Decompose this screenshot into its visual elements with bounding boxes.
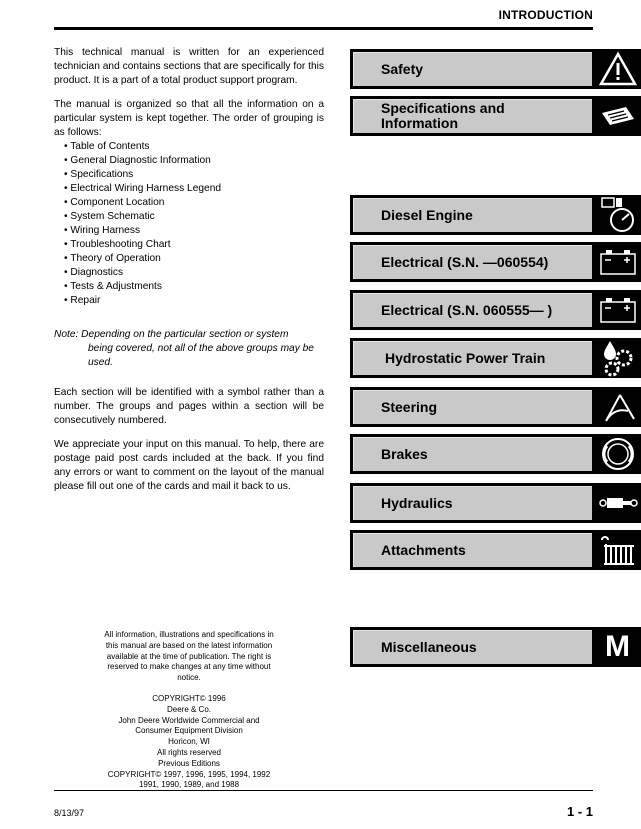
tab-attachments[interactable] bbox=[350, 530, 641, 570]
tab-hydrostatic[interactable] bbox=[350, 338, 641, 378]
page-number: 1 - 1 bbox=[566, 804, 593, 819]
copyright-line: Deere & Co. bbox=[166, 704, 212, 714]
list-item: • General Diagnostic Information bbox=[64, 154, 324, 168]
hydraulic-cylinder-icon bbox=[594, 483, 641, 523]
tab-diesel-engine[interactable] bbox=[350, 195, 641, 235]
battery-icon bbox=[594, 290, 641, 330]
misc-icon-letter: M bbox=[605, 630, 630, 663]
list-item: • Theory of Operation bbox=[64, 252, 324, 266]
steering-icon bbox=[594, 387, 641, 427]
tab-brakes[interactable] bbox=[350, 434, 641, 474]
tab-electrical-2[interactable] bbox=[350, 290, 641, 330]
list-item: • Table of Contents bbox=[64, 140, 324, 154]
copyright-line: John Deere Worldwide Commercial and bbox=[118, 715, 260, 725]
attachments-icon bbox=[594, 530, 641, 570]
disclaimer-text: All information, illustrations and specifications in this manual are based on the latest information available at the time of publication. The right is reserved to make changes at any time without notice. bbox=[104, 630, 274, 683]
copyright-line: 1991, 1990, 1989, and 1988 bbox=[138, 780, 240, 790]
intro-paragraph-2: The manual is organized so that all the information on a particular system is kept together. The order of grouping is as follows: bbox=[54, 99, 324, 138]
document-icon bbox=[594, 96, 641, 136]
copyright-line: COPYRIGHT© 1997, 1996, 1995, 1994, 1992 bbox=[107, 769, 271, 779]
tab-label: Miscellaneous bbox=[381, 638, 477, 655]
gears-icon bbox=[594, 338, 641, 378]
tab-electrical-1[interactable] bbox=[350, 242, 641, 282]
list-item: • Tests & Adjustments bbox=[64, 280, 324, 294]
copyright-line: Consumer Equipment Division bbox=[135, 726, 243, 736]
list-item: • Wiring Harness bbox=[64, 224, 324, 238]
tab-label: Safety bbox=[381, 60, 424, 77]
tab-label: Electrical (S.N. —060554) bbox=[381, 253, 549, 270]
warning-icon bbox=[594, 49, 641, 89]
list-item: • Troubleshooting Chart bbox=[64, 238, 324, 252]
footer-date: 8/13/97 bbox=[54, 808, 85, 818]
list-item: • Repair bbox=[64, 294, 324, 308]
intro-paragraph-4: We appreciate your input on this manual. To help, there are postage paid post cards included at the back. If you find any errors or want to comment on the layout of the manual please fill out one of the cards and mail it back to us. bbox=[54, 439, 324, 492]
list-item: • Component Location bbox=[64, 196, 324, 210]
tab-label: Specifications and Information bbox=[381, 100, 505, 131]
tab-hydraulics[interactable] bbox=[350, 483, 641, 523]
tab-label: Steering bbox=[381, 398, 438, 415]
tab-label: Brakes bbox=[381, 445, 428, 462]
tab-label: Diesel Engine bbox=[381, 206, 473, 223]
note-lead: Note: Depending on the particular section or system bbox=[54, 329, 289, 340]
list-item: • System Schematic bbox=[64, 210, 324, 224]
tab-specifications[interactable] bbox=[350, 96, 641, 136]
note-body: being covered, not all of the above groups may be used. bbox=[88, 343, 314, 368]
list-item: • Specifications bbox=[64, 168, 324, 182]
tab-miscellaneous[interactable] bbox=[350, 627, 641, 667]
intro-column bbox=[54, 46, 324, 504]
tab-label: Hydrostatic Power Train bbox=[385, 349, 546, 366]
footer-rule bbox=[54, 790, 593, 791]
tab-safety[interactable] bbox=[350, 49, 641, 89]
list-item: • Diagnostics bbox=[64, 266, 324, 280]
copyright-line: COPYRIGHT© 1996 bbox=[152, 694, 226, 703]
tab-steering[interactable] bbox=[350, 387, 641, 427]
note bbox=[54, 328, 324, 370]
battery-icon bbox=[594, 242, 641, 282]
intro-paragraph-3: Each section will be identified with a symbol rather than a number. The groups and pages within a section will be consecutively numbered. bbox=[54, 387, 324, 426]
copyright-line: Previous Editions bbox=[158, 758, 220, 768]
header-rule bbox=[54, 27, 593, 30]
tab-label: Attachments bbox=[381, 541, 466, 558]
brake-icon bbox=[594, 434, 641, 474]
misc-icon bbox=[594, 627, 641, 667]
tab-label: Electrical (S.N. 060555— ) bbox=[381, 301, 553, 318]
list-item: • Electrical Wiring Harness Legend bbox=[64, 182, 324, 196]
tab-label: Hydraulics bbox=[381, 494, 453, 511]
copyright-line: Horicon, WI bbox=[168, 737, 210, 747]
copyright-line: All rights reserved bbox=[156, 747, 222, 757]
page-header-title: INTRODUCTION bbox=[498, 8, 593, 22]
intro-paragraph-1: This technical manual is written for an experienced technician and contains sections that are specifically for this product. It is a part of a total product support program. bbox=[54, 47, 324, 86]
grouping-list bbox=[64, 140, 324, 308]
engine-gauge-icon bbox=[594, 195, 641, 235]
copyright-block bbox=[100, 694, 278, 791]
